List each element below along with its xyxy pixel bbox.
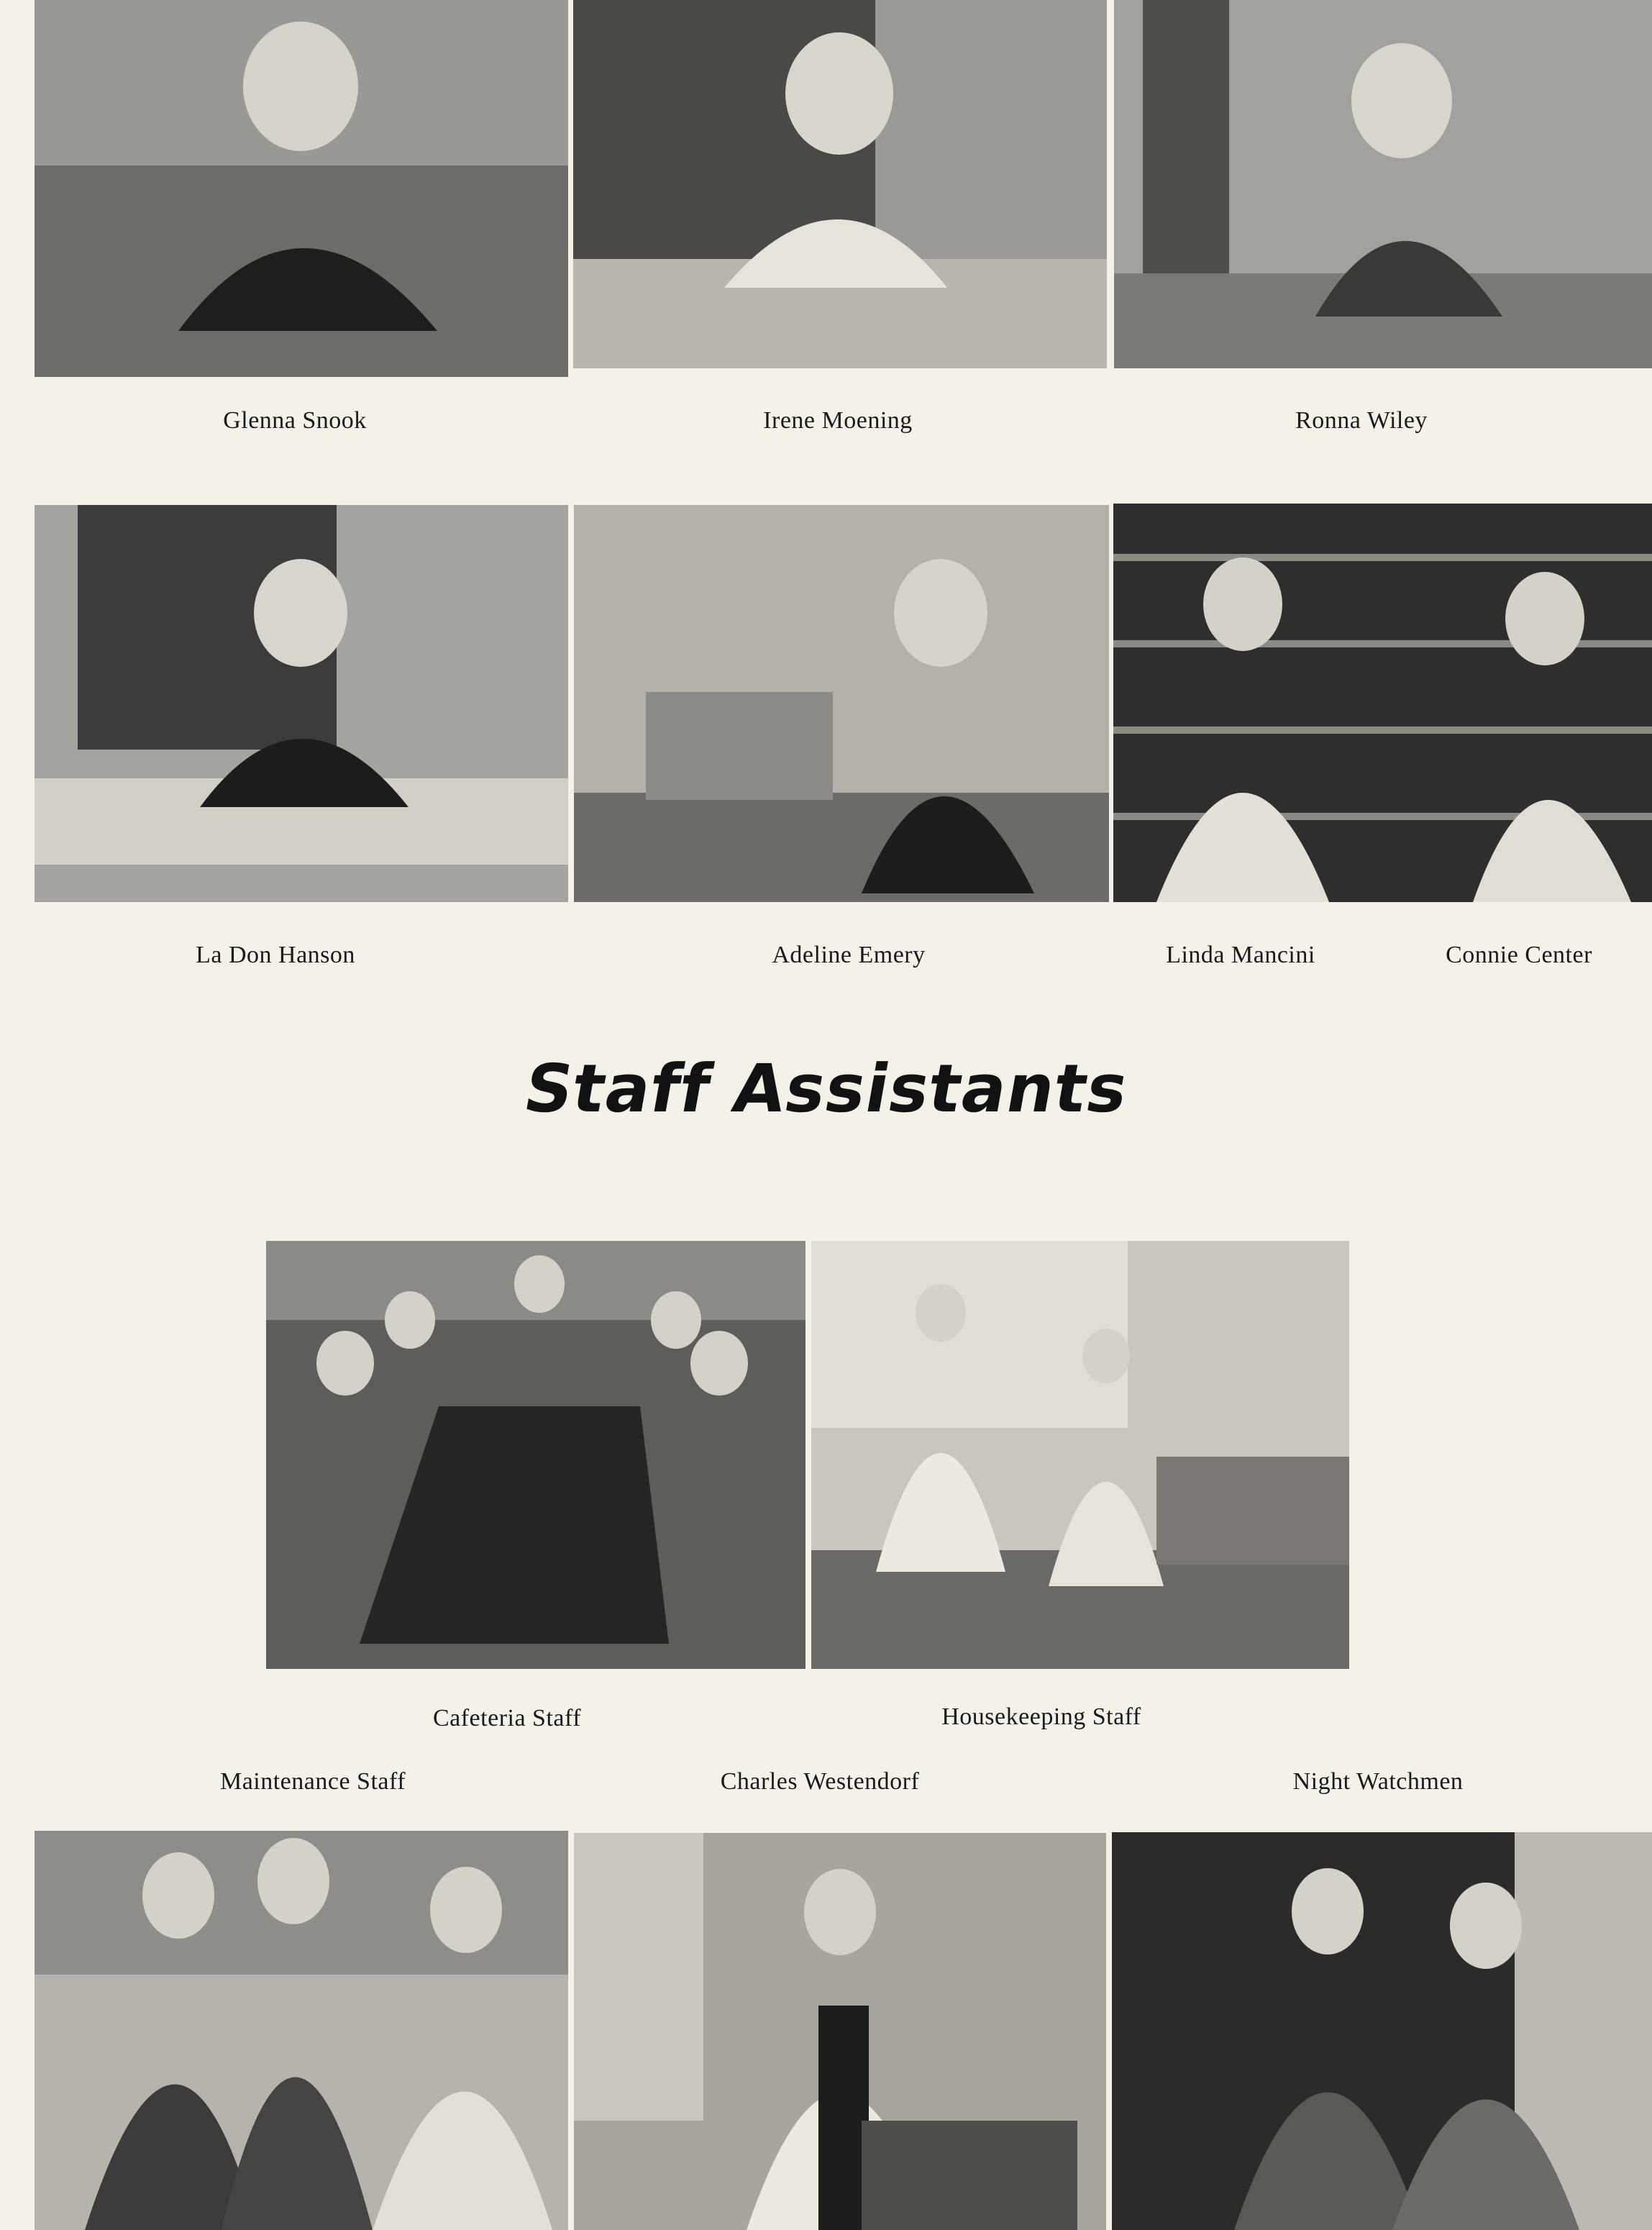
caption-connie-center: Connie Center (1446, 942, 1592, 968)
photo-maintenance-staff (35, 1831, 568, 2230)
caption-housekeeping-staff: Housekeeping Staff (941, 1703, 1141, 1730)
caption-la-don-hanson: La Don Hanson (196, 942, 355, 968)
caption-cafeteria-staff: Cafeteria Staff (432, 1705, 582, 1731)
photo-adeline-emery (574, 505, 1109, 902)
photo-linda-mancini-connie-center (1113, 504, 1652, 902)
photo-night-watchmen (1112, 1832, 1652, 2230)
section-heading: Staff Assistants (518, 1050, 1134, 1127)
photo-housekeeping-staff (811, 1241, 1349, 1669)
caption-glenna-snook: Glenna Snook (223, 407, 367, 434)
photo-charles-westendorf (574, 1833, 1106, 2230)
caption-ronna-wiley: Ronna Wiley (1295, 407, 1428, 434)
photo-glenna-snook (35, 0, 568, 377)
photo-irene-moening (573, 0, 1107, 368)
caption-night-watchmen: Night Watchmen (1292, 1768, 1464, 1795)
caption-adeline-emery: Adeline Emery (772, 942, 926, 968)
caption-irene-moening: Irene Moening (763, 407, 913, 434)
photo-ronna-wiley (1114, 0, 1652, 368)
caption-linda-mancini: Linda Mancini (1166, 942, 1315, 968)
caption-charles-westendorf: Charles Westendorf (720, 1768, 920, 1795)
caption-maintenance-staff: Maintenance Staff (219, 1768, 406, 1795)
photo-cafeteria-staff (266, 1241, 806, 1669)
photo-la-don-hanson (35, 505, 568, 902)
